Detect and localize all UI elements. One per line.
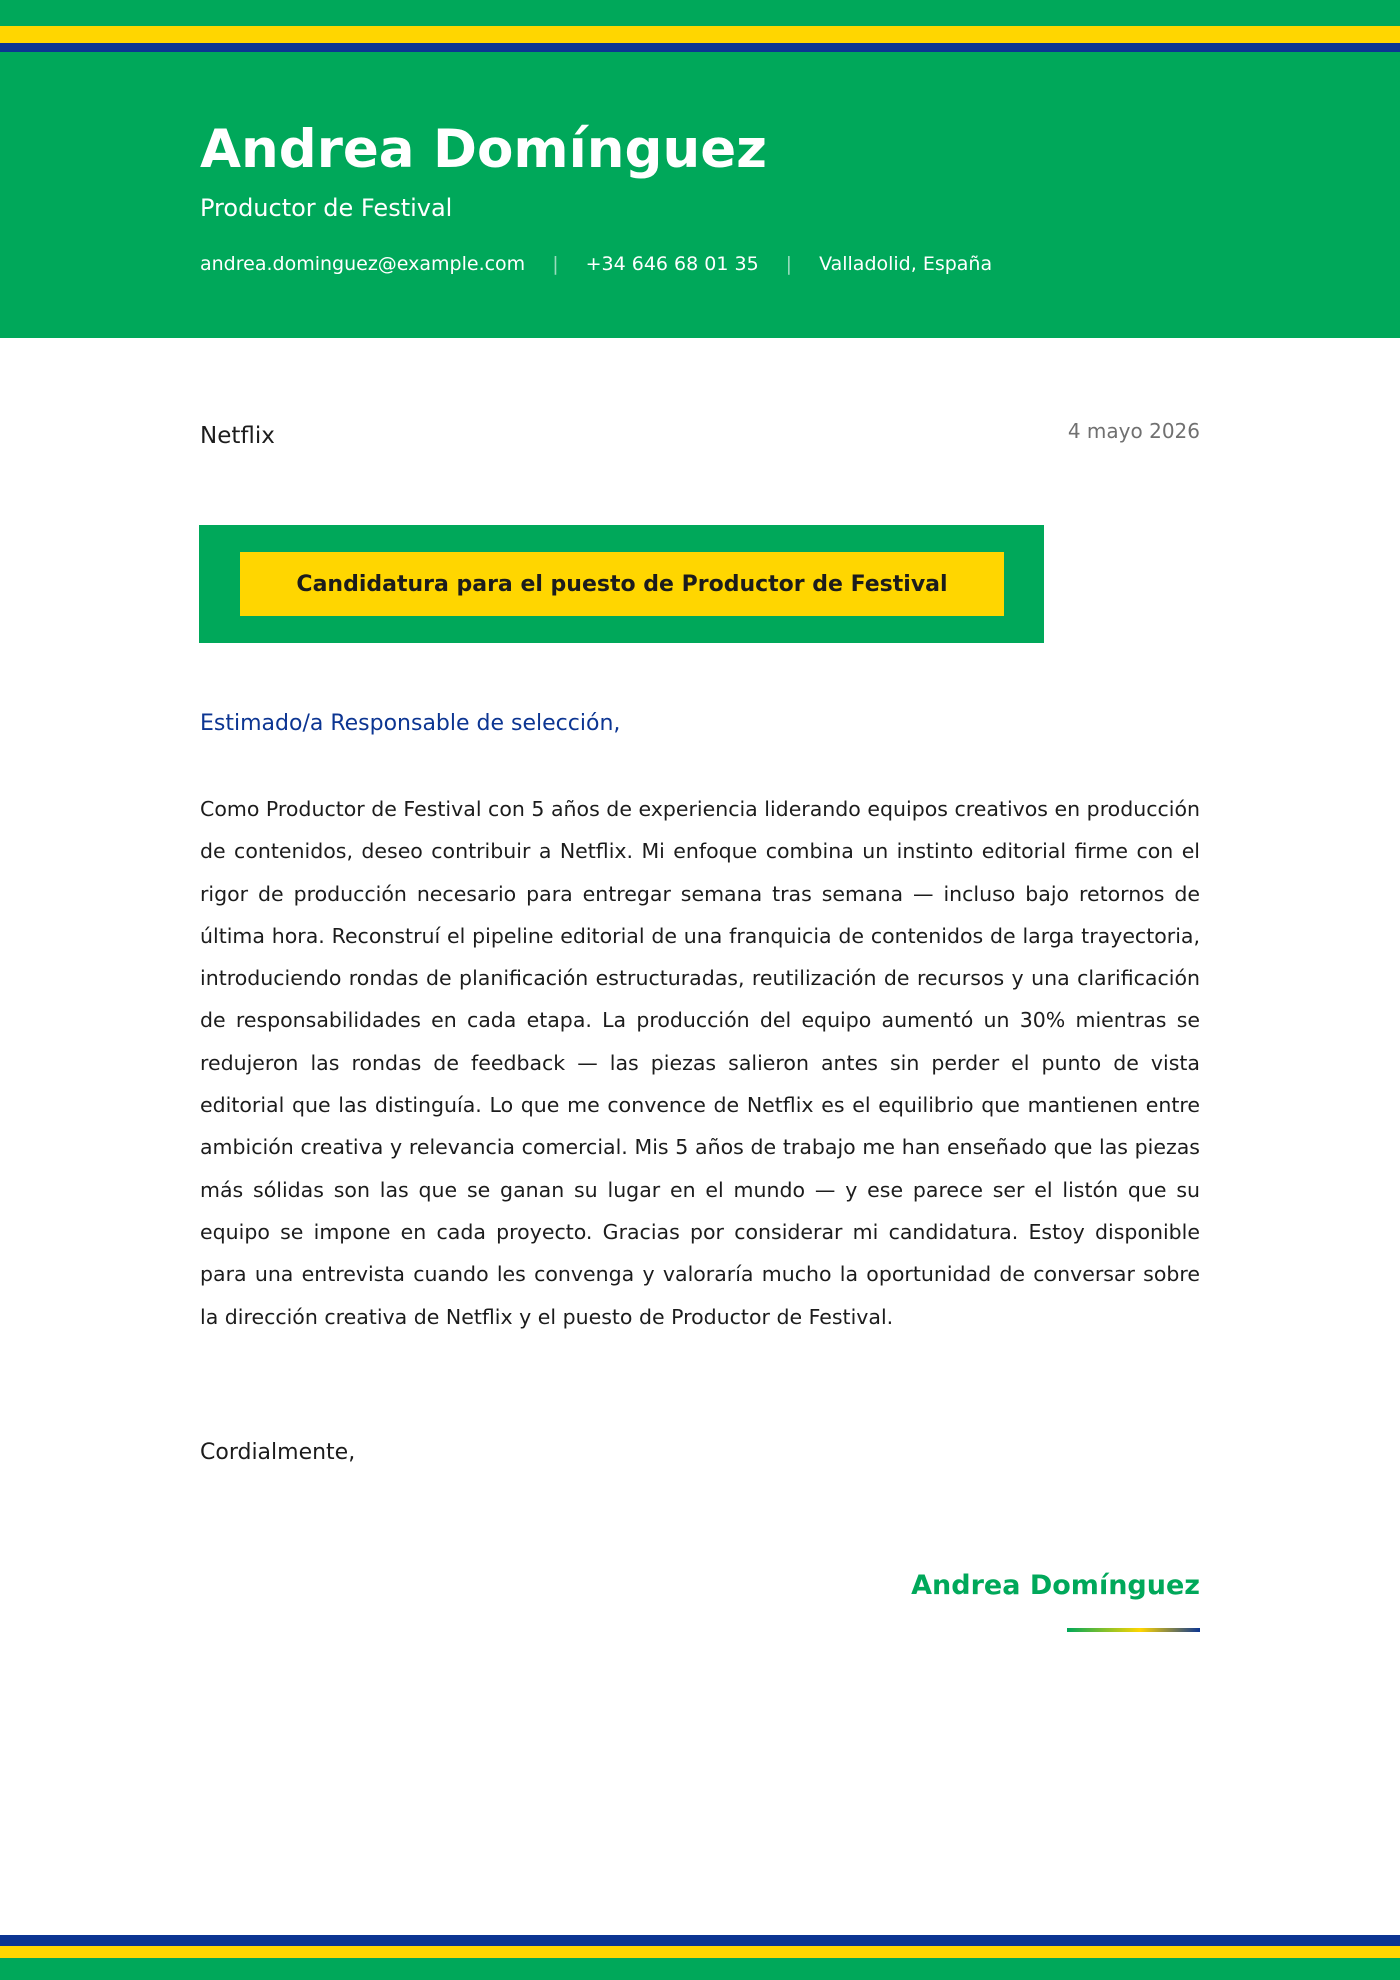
contact-separator: | <box>785 253 793 275</box>
contact-separator: | <box>552 253 559 275</box>
salutation: Estimado/a Responsable de selección, <box>200 711 621 736</box>
applicant-role: Productor de Festival <box>200 194 453 222</box>
subject-title: Candidatura para el puesto de Productor de Festival <box>296 571 948 597</box>
subject-frame <box>199 525 1044 643</box>
applicant-name: Andrea Domínguez <box>200 119 767 180</box>
signature-name: Andrea Domínguez <box>911 1570 1200 1601</box>
letter-date: 4 mayo 2026 <box>1067 419 1200 443</box>
contact-phone: +34 646 68 01 35 <box>585 253 759 275</box>
contact-line <box>200 251 992 277</box>
recipient-company: Netflix <box>200 423 275 449</box>
contact-location: Valladolid, España <box>819 253 993 275</box>
footer-blue-stripe <box>0 1935 1400 1946</box>
signature-underline <box>1067 1628 1200 1632</box>
header-blue-stripe <box>0 43 1400 52</box>
closing: Cordialmente, <box>200 1440 356 1465</box>
subject-highlight <box>240 552 1004 616</box>
footer-yellow-stripe <box>0 1946 1400 1958</box>
letter-body: Como Productor de Festival con 5 años de experiencia liderando equipos creativos en producción de contenidos, deseo contribuir a Netflix. Mi enfoque combina un instinto editorial firme con el rigor de producción necesario para entregar semana tras semana — incluso bajo retornos de última hora. Reconstruí el pipeline editorial de una franquicia de contenidos de larga trayectoria, introduciendo rondas de planificación estructuradas, reutilización de recursos y una clarificación de responsabilidades en cada etapa. La producción del equipo aumentó un 30% mientras se redujeron las rondas de feedback — las piezas salieron antes sin perder el punto de vista editorial que las distinguía. Lo que me convence de Netflix es el equilibrio que mantienen entre ambición creativa y relevancia comercial. Mis 5 años de trabajo me han enseñado que las piezas más sólidas son las que se ganan su lugar en el mundo — y ese parece ser el listón que su equipo se impone en cada proyecto. Gracias por considerar mi candidatura. Estoy disponible para una entrevista cuando les convenga y valoraría mucho la oportunidad de conversar sobre la dirección creativa de Netflix y el puesto de Productor de Festival. <box>200 797 1200 1329</box>
contact-email: andrea.dominguez@example.com <box>200 253 526 275</box>
header-yellow-stripe <box>0 26 1400 43</box>
